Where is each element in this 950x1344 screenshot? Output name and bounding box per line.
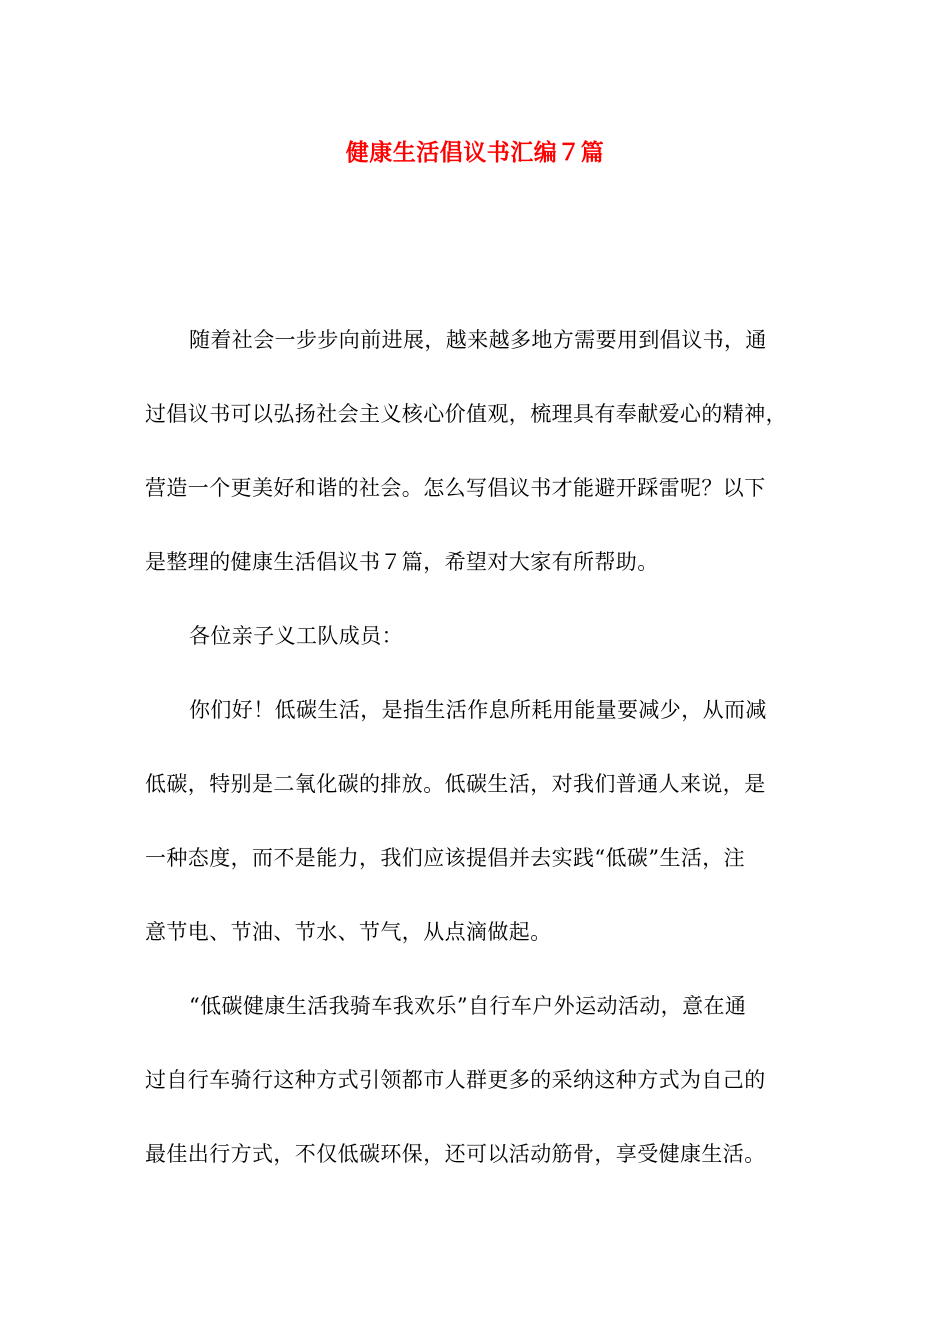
paragraph-line: 营造一个更美好和谐的社会。怎么写倡议书才能避开踩雷呢？以下 xyxy=(145,476,766,500)
paragraph-line: 你们好！低碳生活，是指生活作息所耗用能量要减少，从而减 xyxy=(189,698,767,722)
paragraph-cycling xyxy=(145,986,810,1208)
paragraph-line: 意节电、节油、节水、节气，从点滴做起。 xyxy=(145,920,552,944)
paragraph-salutation xyxy=(145,616,810,690)
paragraph-line: 随着社会一步步向前进展，越来越多地方需要用到倡议书，通 xyxy=(189,328,767,352)
paragraph-line: 最佳出行方式，不仅低碳环保，还可以活动筋骨，享受健康生活。 xyxy=(145,1142,766,1166)
paragraph-line: 一种态度，而不是能力，我们应该提倡并去实践“低碳”生活，注 xyxy=(145,846,746,870)
paragraph-line: 低碳，特别是二氧化碳的排放。低碳生活，对我们普通人来说，是 xyxy=(145,772,766,796)
paragraph-line: 各位亲子义工队成员： xyxy=(189,624,403,648)
paragraph-low-carbon xyxy=(145,690,810,986)
document-title: 健康生活倡议书汇编７篇 xyxy=(345,139,605,166)
document-body xyxy=(145,320,810,1208)
paragraph-line: 过倡议书可以弘扬社会主义核心价值观，梳理具有奉献爱心的精神， xyxy=(145,402,787,426)
paragraph-line: 过自行车骑行这种方式引领都市人群更多的采纳这种方式为自己的 xyxy=(145,1068,766,1092)
paragraph-line: “低碳健康生活我骑车我欢乐”自行车户外运动活动，意在通 xyxy=(189,994,747,1018)
paragraph-line: 是整理的健康生活倡议书７篇，希望对大家有所帮助。 xyxy=(145,550,659,574)
paragraph-intro xyxy=(145,320,810,616)
